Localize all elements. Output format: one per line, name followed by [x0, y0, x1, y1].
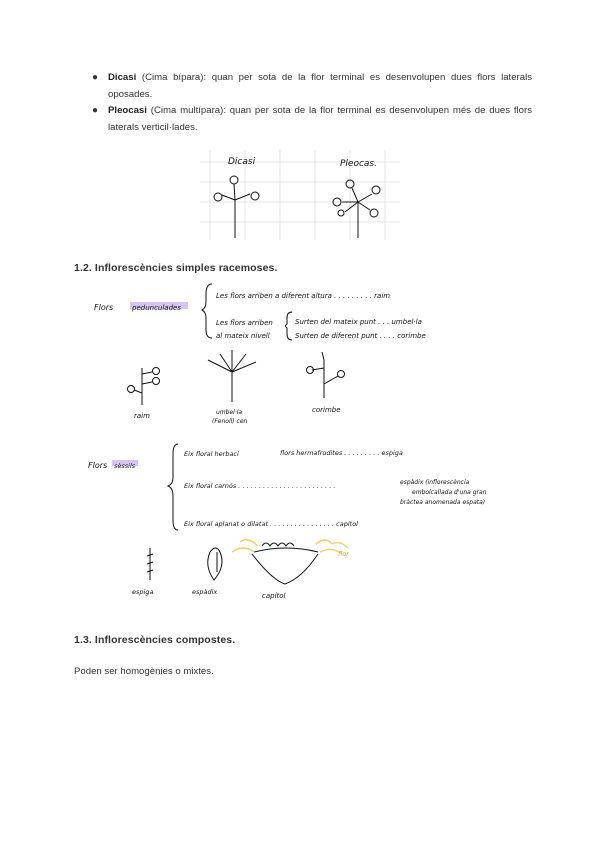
brace-sessils [168, 444, 178, 530]
note2-line-1a: Eix floral herbaci [184, 450, 239, 458]
note2-line-3a: Eix floral aplanat o dilatat . . . . . . . . . . . . . . . . capítol [184, 520, 358, 528]
cyme-types-list [92, 70, 532, 136]
term-dicasi: Dicasi [108, 72, 137, 83]
list-item-dicasi [92, 70, 532, 103]
note-line-3: Surten del mateix punt . . . umbel·la [295, 318, 422, 326]
caption-capitol: capítol [262, 592, 286, 600]
note2-line-2b: espàdix (inflorescència [400, 479, 470, 486]
note-line-1: Les flors arriben a diferent altura . . . . . . . . . raim [216, 292, 391, 300]
espadix-drawing [208, 548, 222, 580]
brace-inner [286, 312, 293, 340]
caption-umbela-1: umbel·la [216, 409, 243, 416]
paragraph-composite: Poden ser homogènies o mixtes. [74, 666, 214, 677]
note2-line-2c: embolcallada d'una gran [412, 489, 487, 496]
bullet-marker: ● [92, 72, 99, 83]
pleocasi-drawing [333, 180, 380, 238]
section-heading-1-3: 1.3. Inflorescències compostes. [74, 634, 236, 646]
racemose-pedunculate-notes [80, 280, 530, 430]
bullet-marker: ● [92, 105, 99, 116]
label-sessils: sèssils [114, 462, 136, 470]
caption-corimbe: corimbe [312, 406, 341, 414]
definition-pleocasi: (Cima multípara): quan per sota de la flor terminal es desenvolupen més de dues flors laterals verticil·lades. [108, 105, 532, 133]
caption-umbela-2: (Fenoll) cen [212, 418, 248, 425]
note2-line-2a: Eix floral carnós . . . . . . . . . . . . . . . . . . . . . . . . [184, 482, 336, 490]
caption-espadix: espàdix [192, 588, 218, 596]
note-line-4: Surten de diferent punt . . . . corimbe [295, 332, 426, 340]
capitol-drawing [232, 540, 348, 584]
raim-drawing [128, 368, 160, 406]
list-item-pleocasi [92, 103, 532, 136]
label-pleocasi: Pleocas. [340, 159, 377, 169]
caption-raim: raim [134, 412, 150, 420]
espiga-drawing [147, 548, 153, 580]
label-pedunculades: pedunculades [132, 304, 181, 312]
label-flors-2: Flors [88, 461, 108, 470]
brace-left [202, 284, 212, 338]
racemose-sessile-notes [80, 440, 550, 610]
caption-flor: flor [338, 550, 349, 558]
note-line-2a: Les flors arriben [216, 319, 273, 327]
dicasi-drawing [214, 176, 259, 238]
label-dicasi: Dicasi [228, 157, 256, 167]
label-flors: Flors [94, 303, 114, 312]
note2-line-1b: flors hermafrodites . . . . . . . . . espiga [280, 449, 403, 457]
umbela-drawing [208, 350, 256, 402]
note2-line-2d: bràctea anomenada espata) [400, 499, 486, 506]
note-line-2b: al mateix nivell [216, 332, 270, 340]
term-pleocasi: Pleocasi [108, 105, 147, 116]
section-heading-1-2: 1.2. Inflorescències simples racemoses. [74, 262, 278, 274]
cyme-sketch-figure [200, 150, 400, 240]
definition-dicasi: (Cima bípara): quan per sota de la flor terminal es desenvolupen dues flors laterals oposades. [108, 72, 532, 100]
corimbe-drawing [307, 352, 345, 398]
caption-espiga: espiga [132, 588, 154, 596]
